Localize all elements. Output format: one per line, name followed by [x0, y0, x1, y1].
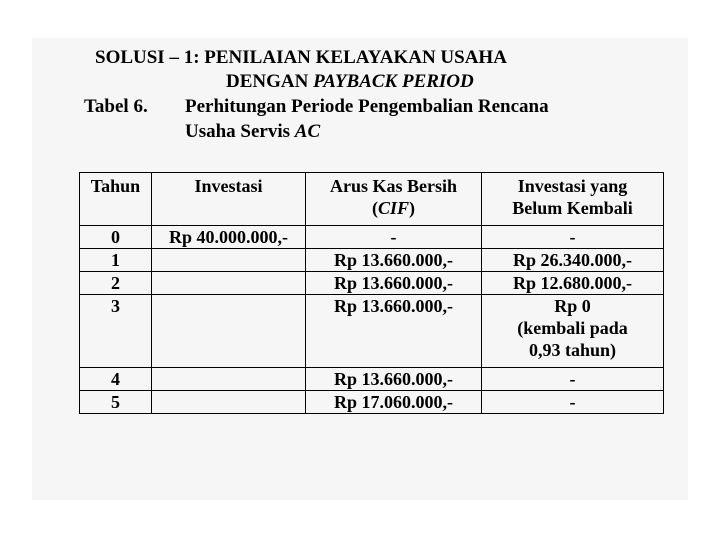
caption-line-2-prefix: Usaha Servis [185, 121, 295, 142]
table-caption-line-2 [185, 121, 320, 143]
table-caption-line-1: Perhitungan Periode Pengembalian Rencana [185, 96, 549, 117]
caption-line-2-italic: AC [294, 121, 321, 142]
remaining-line-2: (kembali pada [517, 318, 628, 338]
cell-year: 1 [80, 249, 152, 272]
header-cashflow-line-2 [310, 197, 477, 219]
cell-year: 4 [80, 368, 152, 391]
remaining-line-1: Rp 0 [554, 296, 591, 316]
header-cashflow [306, 173, 482, 226]
slide-title-line-2 [226, 71, 474, 93]
cell-investment: Rp 40.000.000,- [152, 226, 306, 249]
table-row [80, 391, 664, 414]
header-remaining [482, 173, 664, 226]
cell-investment [152, 295, 306, 368]
header-investment-text: Investasi [194, 176, 263, 196]
cell-cashflow: - [306, 226, 482, 249]
cell-cashflow: Rp 13.660.000,- [306, 368, 482, 391]
table-row [80, 249, 664, 272]
cell-year: 5 [80, 391, 152, 414]
header-year [80, 173, 152, 226]
header-remaining-line-1: Investasi yang [517, 176, 628, 196]
table-row [80, 295, 664, 368]
title-line-2-prefix: DENGAN [226, 71, 314, 92]
title-line-1: SOLUSI – 1: PENILAIAN KELAYAKAN USAHA [95, 47, 507, 68]
header-investment [152, 173, 306, 226]
table-header-row [80, 173, 664, 226]
table-row [80, 368, 664, 391]
payback-table [79, 172, 664, 414]
cell-investment [152, 391, 306, 414]
table-label: Tabel 6. [84, 96, 148, 117]
cell-cashflow: Rp 13.660.000,- [306, 272, 482, 295]
cell-cashflow: Rp 13.660.000,- [306, 295, 482, 368]
paren-close: ) [409, 198, 416, 218]
cashflow-abbr: CIF [377, 198, 410, 218]
cell-remaining [482, 295, 664, 368]
cell-investment [152, 272, 306, 295]
cell-remaining: Rp 26.340.000,- [482, 249, 664, 272]
cell-investment [152, 368, 306, 391]
header-remaining-line-2: Belum Kembali [512, 198, 633, 218]
header-year-text: Tahun [90, 176, 141, 196]
cell-year: 2 [80, 272, 152, 295]
cell-remaining: - [482, 391, 664, 414]
table-row [80, 272, 664, 295]
cell-remaining: - [482, 226, 664, 249]
cell-cashflow: Rp 13.660.000,- [306, 249, 482, 272]
cell-cashflow: Rp 17.060.000,- [306, 391, 482, 414]
cell-year: 3 [80, 295, 152, 368]
paren-open: ( [371, 198, 378, 218]
cell-year: 0 [80, 226, 152, 249]
cell-remaining: Rp 12.680.000,- [482, 272, 664, 295]
table-row [80, 226, 664, 249]
cell-investment [152, 249, 306, 272]
remaining-line-3: 0,93 tahun) [528, 340, 617, 360]
cell-remaining: - [482, 368, 664, 391]
title-line-2-italic: PAYBACK PERIOD [313, 71, 474, 92]
header-cashflow-line-1: Arus Kas Bersih [329, 176, 457, 196]
slide-title [95, 47, 507, 69]
